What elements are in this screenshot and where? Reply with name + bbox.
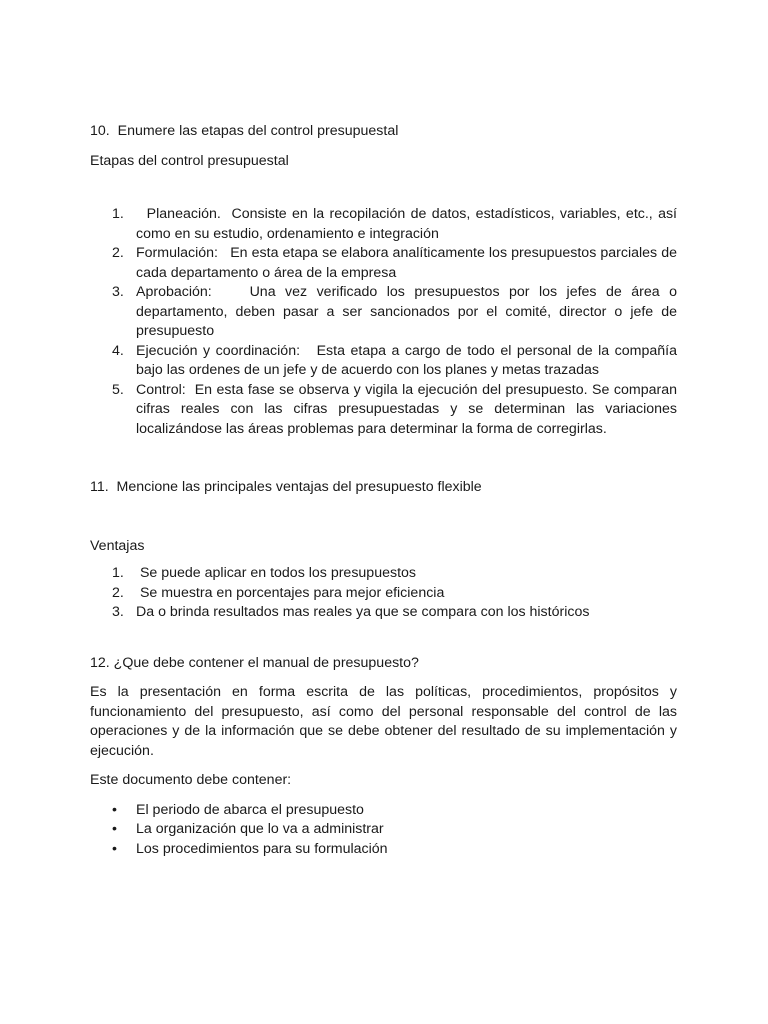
- list-number: 1.: [112, 565, 124, 581]
- step-text: En esta fase se observa y vigila la ejecución del presupuesto. Se comparan cifras reales con las cifras presupuestadas y se determinan las variaciones localizándose las áreas problemas para determinar la forma de corregirlas.: [136, 381, 677, 437]
- advantage-text: Da o brinda resultados mas reales ya que se compara con los históricos: [136, 604, 590, 620]
- advantages-list: [90, 564, 677, 623]
- list-item: [90, 840, 677, 860]
- step-text: Una vez verificado los presupuestos por los jefes de área o departamento, deben pasar a ser sancionados por el comité, director o jefe de presupuesto: [136, 284, 677, 339]
- list-number: 3.: [112, 604, 124, 620]
- step-text: Esta etapa a cargo de todo el personal de la compañía bajo las ordenes de un jefe y de acuerdo con los planes y metas trazadas: [136, 342, 677, 378]
- advantage-text: Se puede aplicar en todos los presupuestos: [136, 565, 416, 581]
- list-item: [90, 244, 677, 283]
- step-heading: Formulación:: [136, 245, 231, 261]
- document-page: [90, 122, 677, 859]
- list-number: 4.: [112, 342, 124, 359]
- bullet-text: La organización que lo va a administrar: [136, 821, 384, 837]
- list-number: 3.: [112, 284, 124, 300]
- budget-control-steps-list: [90, 205, 677, 439]
- list-item: [90, 283, 677, 342]
- list-number: 2.: [112, 584, 124, 601]
- list-item: [90, 342, 677, 381]
- list-number: 5.: [112, 381, 124, 398]
- list-item: [90, 820, 677, 840]
- step-heading: Ejecución y coordinación:: [136, 342, 317, 359]
- bullet-icon: •: [112, 840, 117, 857]
- question-10-subtitle: Etapas del control presupuestal: [90, 152, 289, 169]
- step-heading: Planeación.: [136, 206, 232, 222]
- question-11-subtitle: Ventajas: [90, 537, 145, 554]
- step-heading: Control:: [136, 381, 195, 398]
- bullet-text: El periodo de abarca el presupuesto: [136, 801, 364, 818]
- step-text: En esta etapa se elabora analíticamente los presupuestos parciales de cada departamento o área de la empresa: [136, 245, 677, 281]
- manual-contents-list: [90, 801, 677, 860]
- list-item: [90, 564, 677, 584]
- step-heading: Aprobación:: [136, 284, 250, 300]
- list-item: [90, 584, 677, 604]
- list-number: 2.: [112, 245, 124, 261]
- question-11-title: 11. Mencione las principales ventajas del presupuesto flexible: [90, 479, 482, 495]
- list-item: [90, 801, 677, 821]
- list-item: [90, 205, 677, 244]
- advantage-text: Se muestra en porcentajes para mejor eficiencia: [136, 584, 445, 601]
- question-12-title: 12. ¿Que debe contener el manual de presupuesto?: [90, 654, 419, 671]
- manual-contents-intro: Este documento debe contener:: [90, 772, 292, 788]
- manual-description-paragraph: Es la presentación en forma escrita de las políticas, procedimientos, propósitos y funcionamiento del presupuesto, así como del personal responsable del control de las operaciones y de la información que se debe obtener del resultado de su implementación y ejecución.: [90, 684, 677, 759]
- list-item: [90, 381, 677, 440]
- list-item: [90, 603, 677, 623]
- list-number: 1.: [112, 206, 124, 222]
- bullet-text: Los procedimientos para su formulación: [136, 840, 388, 857]
- bullet-icon: •: [112, 821, 117, 837]
- question-10-title: 10. Enumere las etapas del control presupuestal: [90, 123, 399, 139]
- step-text: Consiste en la recopilación de datos, estadísticos, variables, etc., así como en su estudio, ordenamiento e integración: [136, 206, 677, 242]
- bullet-icon: •: [112, 801, 117, 818]
